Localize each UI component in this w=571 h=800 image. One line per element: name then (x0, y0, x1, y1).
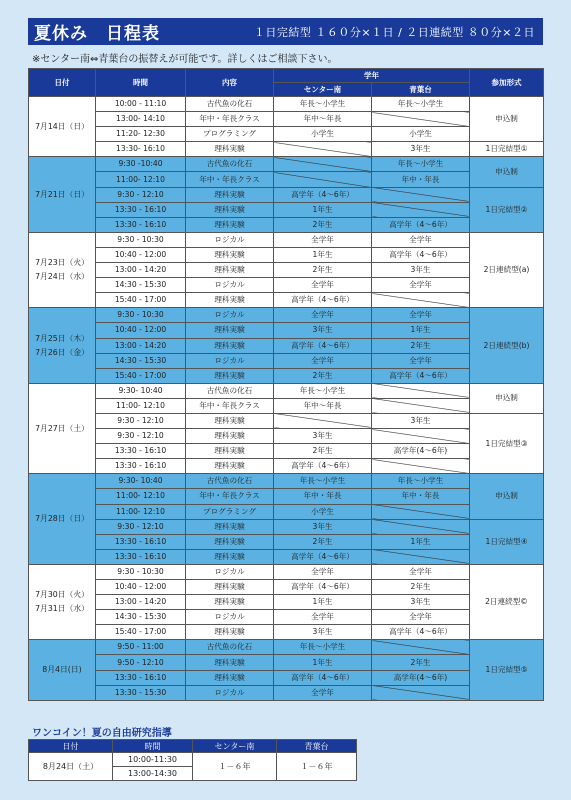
content-cell: 年中・年長クラス (186, 172, 274, 187)
center-grade-cell: 年中～年長 (274, 112, 372, 127)
aoba-grade-cell: 年長～小学生 (372, 474, 470, 489)
aoba-grade-cell: 3年生 (372, 263, 470, 278)
one-coin-header-center: センター南 (193, 740, 277, 753)
content-cell: 理科実験 (186, 549, 274, 564)
format-cell: 1日完結型② (470, 187, 544, 232)
time-cell: 10:40 - 12:00 (96, 323, 186, 338)
header-aoba: 青葉台 (372, 83, 470, 97)
time-cell: 13:00 - 14:20 (96, 263, 186, 278)
center-grade-cell: 全学年 (274, 353, 372, 368)
format-cell: 2日連続型(b) (470, 308, 544, 383)
time-cell: 9:30 - 12:10 (96, 429, 186, 444)
aoba-grade-cell (372, 519, 470, 534)
content-cell: 古代魚の化石 (186, 157, 274, 172)
aoba-grade-cell: 年中・年長 (372, 172, 470, 187)
time-cell: 13:30- 16:10 (96, 142, 186, 157)
table-row (29, 97, 544, 112)
aoba-grade-cell (372, 429, 470, 444)
content-cell: 理科実験 (186, 142, 274, 157)
time-cell: 13:00- 14:10 (96, 112, 186, 127)
center-grade-cell: 全学年 (274, 564, 372, 579)
content-cell: 理科実験 (186, 338, 274, 353)
date-cell: 8月4日(日) (29, 640, 96, 700)
center-grade-cell: 2年生 (274, 534, 372, 549)
table-row (29, 549, 544, 564)
schedule-day-group (29, 474, 544, 565)
aoba-grade-cell: 3年生 (372, 142, 470, 157)
one-coin-header-aoba: 青葉台 (277, 740, 357, 753)
date-cell: 7月23日（火） 7月24日（水） (29, 232, 96, 307)
aoba-grade-cell (372, 685, 470, 700)
format-cell: 申込制 (470, 383, 544, 413)
center-grade-cell: 1年生 (274, 202, 372, 217)
aoba-grade-cell: 3年生 (372, 595, 470, 610)
time-cell: 14:30 - 15:30 (96, 610, 186, 625)
date-cell: 7月21日（日） (29, 157, 96, 232)
center-grade-cell: 年長～小学生 (274, 474, 372, 489)
table-row (29, 429, 544, 444)
aoba-grade-cell (372, 504, 470, 519)
time-cell: 14:30 - 15:30 (96, 353, 186, 368)
one-coin-time: 13:00-14:30 (113, 767, 193, 781)
table-row (29, 157, 544, 172)
time-cell: 10:40 - 12:00 (96, 580, 186, 595)
table-row (29, 489, 544, 504)
format-cell: 1日完結型⑤ (470, 640, 544, 700)
one-coin-table (28, 739, 357, 781)
time-cell: 11:00- 12:10 (96, 489, 186, 504)
content-cell: ロジカル (186, 685, 274, 700)
content-cell: 年中・年長クラス (186, 398, 274, 413)
format-cell: 1日完結型③ (470, 413, 544, 473)
time-cell: 10:00 - 11:10 (96, 97, 186, 112)
table-row (29, 398, 544, 413)
one-coin-time: 10:00-11:30 (113, 753, 193, 767)
table-row (29, 413, 544, 428)
time-cell: 9:30- 10:40 (96, 474, 186, 489)
time-cell: 9:30 - 10:30 (96, 232, 186, 247)
content-cell: 理科実験 (186, 217, 274, 232)
schedule-day-group (29, 157, 544, 232)
time-cell: 9:50 - 12:10 (96, 655, 186, 670)
content-cell: 理科実験 (186, 413, 274, 428)
header-content: 内容 (186, 69, 274, 97)
aoba-grade-cell: 2年生 (372, 338, 470, 353)
content-cell: ロジカル (186, 278, 274, 293)
date-cell: 7月28日（日） (29, 474, 96, 565)
aoba-grade-cell: 全学年 (372, 232, 470, 247)
time-cell: 13:30 - 16:10 (96, 534, 186, 549)
table-row (29, 640, 544, 655)
header-date: 日付 (29, 69, 96, 97)
time-cell: 13:30 - 16:10 (96, 549, 186, 564)
aoba-grade-cell: 全学年 (372, 564, 470, 579)
aoba-grade-cell: 全学年 (372, 353, 470, 368)
format-cell: 1日完結型④ (470, 519, 544, 564)
content-cell: ロジカル (186, 232, 274, 247)
schedule-header (29, 69, 544, 97)
content-cell: 年中・年長クラス (186, 489, 274, 504)
center-grade-cell: 3年生 (274, 519, 372, 534)
time-cell: 9:30 -10:40 (96, 157, 186, 172)
aoba-grade-cell (372, 293, 470, 308)
center-grade-cell: 小学生 (274, 127, 372, 142)
aoba-grade-cell (372, 398, 470, 413)
aoba-grade-cell: 年中・年長 (372, 489, 470, 504)
aoba-grade-cell: 高学年（4～6年） (372, 625, 470, 640)
time-cell: 15:40 - 17:00 (96, 368, 186, 383)
table-row (29, 504, 544, 519)
aoba-grade-cell (372, 383, 470, 398)
format-cell: 2日連続型© (470, 564, 544, 639)
content-cell: ロジカル (186, 353, 274, 368)
aoba-grade-cell: 高学年(4～6年) (372, 444, 470, 459)
center-grade-cell: 高学年（4～6年） (274, 293, 372, 308)
one-coin-center: １－６年 (193, 753, 277, 781)
header-format: 参加形式 (470, 69, 544, 97)
content-cell: 理科実験 (186, 625, 274, 640)
content-cell: 理科実験 (186, 187, 274, 202)
aoba-grade-cell: 年長～小学生 (372, 157, 470, 172)
center-grade-cell: 全学年 (274, 610, 372, 625)
content-cell: 理科実験 (186, 368, 274, 383)
content-cell: 理科実験 (186, 459, 274, 474)
header-time: 時間 (96, 69, 186, 97)
table-row (29, 202, 544, 217)
time-cell: 9:30 - 12:10 (96, 187, 186, 202)
content-cell: 理科実験 (186, 202, 274, 217)
schedule-day-group (29, 383, 544, 474)
aoba-grade-cell: 1年生 (372, 534, 470, 549)
aoba-grade-cell: 2年生 (372, 655, 470, 670)
center-grade-cell: 2年生 (274, 444, 372, 459)
content-cell: 古代魚の化石 (186, 640, 274, 655)
time-cell: 14:30 - 15:30 (96, 278, 186, 293)
table-row (29, 580, 544, 595)
center-grade-cell: 1年生 (274, 595, 372, 610)
schedule-day-group (29, 232, 544, 307)
time-cell: 11:00- 12:10 (96, 504, 186, 519)
table-row (29, 595, 544, 610)
one-coin-aoba: １－６年 (277, 753, 357, 781)
center-grade-cell: 2年生 (274, 263, 372, 278)
format-cell: 1日完結型① (470, 142, 544, 157)
center-grade-cell: 2年生 (274, 368, 372, 383)
table-row (29, 474, 544, 489)
aoba-grade-cell: 1年生 (372, 323, 470, 338)
table-row (29, 444, 544, 459)
table-row (29, 217, 544, 232)
aoba-grade-cell: 高学年（4～6年） (372, 247, 470, 262)
time-cell: 13:30 - 16:10 (96, 217, 186, 232)
time-cell: 13:30 - 16:10 (96, 444, 186, 459)
center-grade-cell (274, 157, 372, 172)
format-cell: 申込制 (470, 474, 544, 519)
center-grade-cell: 3年生 (274, 429, 372, 444)
format-cell: 申込制 (470, 97, 544, 142)
center-grade-cell: 1年生 (274, 247, 372, 262)
center-grade-cell: 高学年（4～6年） (274, 459, 372, 474)
aoba-grade-cell: 高学年（4～6年） (372, 368, 470, 383)
aoba-grade-cell: 2年生 (372, 580, 470, 595)
table-row (29, 610, 544, 625)
content-cell: 理科実験 (186, 595, 274, 610)
aoba-grade-cell: 年長～小学生 (372, 97, 470, 112)
table-row (29, 353, 544, 368)
time-cell: 13:30 - 16:10 (96, 670, 186, 685)
schedule-table (28, 68, 544, 701)
table-row (29, 263, 544, 278)
content-cell: 古代魚の化石 (186, 474, 274, 489)
aoba-grade-cell: 高学年(4～6年) (372, 670, 470, 685)
center-grade-cell: 2年生 (274, 217, 372, 232)
header-center: センター南 (274, 83, 372, 97)
center-grade-cell: 高学年（4～6年） (274, 670, 372, 685)
center-grade-cell: 1年生 (274, 655, 372, 670)
one-coin-header-date: 日付 (29, 740, 113, 753)
center-grade-cell: 年中・年長 (274, 489, 372, 504)
center-grade-cell (274, 142, 372, 157)
table-row (29, 308, 544, 323)
table-row (29, 142, 544, 157)
table-row (29, 278, 544, 293)
center-grade-cell: 年長～小学生 (274, 383, 372, 398)
time-cell: 9:30- 10:40 (96, 383, 186, 398)
aoba-grade-cell: 全学年 (372, 278, 470, 293)
time-cell: 9:50 - 11:00 (96, 640, 186, 655)
content-cell: 理科実験 (186, 670, 274, 685)
time-cell: 13:00 - 14:20 (96, 595, 186, 610)
center-grade-cell: 全学年 (274, 232, 372, 247)
content-cell: 理科実験 (186, 519, 274, 534)
table-row (29, 127, 544, 142)
table-row (29, 293, 544, 308)
aoba-grade-cell: 全学年 (372, 308, 470, 323)
time-cell: 15:40 - 17:00 (96, 293, 186, 308)
content-cell: 古代魚の化石 (186, 383, 274, 398)
format-cell: 2日連続型(a) (470, 232, 544, 307)
content-cell: 理科実験 (186, 263, 274, 278)
center-grade-cell: 高学年（4～6年） (274, 338, 372, 353)
center-grade-cell: 年中～年長 (274, 398, 372, 413)
aoba-grade-cell: 高学年（4～6年） (372, 217, 470, 232)
date-cell: 7月27日（土） (29, 383, 96, 474)
center-grade-cell: 年長～小学生 (274, 97, 372, 112)
center-grade-cell: 3年生 (274, 323, 372, 338)
table-row (29, 112, 544, 127)
center-grade-cell: 高学年（4～6年） (274, 549, 372, 564)
one-coin-title: ワンコイン！夏の自由研究指導 (32, 728, 172, 739)
time-cell: 13:30 - 15:30 (96, 685, 186, 700)
schedule-day-group (29, 308, 544, 383)
time-cell: 9:30 - 10:30 (96, 308, 186, 323)
table-row (29, 534, 544, 549)
aoba-grade-cell: 全学年 (372, 610, 470, 625)
table-row (29, 685, 544, 700)
schedule-day-group (29, 564, 544, 639)
center-grade-cell: 全学年 (274, 685, 372, 700)
content-cell: ロジカル (186, 610, 274, 625)
content-cell: プログラミング (186, 127, 274, 142)
center-grade-cell: 高学年（4～6年） (274, 580, 372, 595)
table-row (29, 519, 544, 534)
time-cell: 13:30 - 16:10 (96, 202, 186, 217)
time-cell: 9:30 - 12:10 (96, 519, 186, 534)
one-coin-date: 8月24日（土） (29, 753, 113, 781)
time-cell: 10:40 - 12:00 (96, 247, 186, 262)
aoba-grade-cell (372, 202, 470, 217)
time-cell: 13:30 - 16:10 (96, 459, 186, 474)
date-cell: 7月25日（木） 7月26日（金） (29, 308, 96, 383)
content-cell: 古代魚の化石 (186, 97, 274, 112)
content-cell: 理科実験 (186, 655, 274, 670)
table-row (29, 323, 544, 338)
page-title: 夏休み 日程表 (34, 24, 160, 44)
aoba-grade-cell (372, 459, 470, 474)
center-grade-cell: 高学年（4～6年） (274, 187, 372, 202)
center-grade-cell (274, 172, 372, 187)
transfer-note: ※センター南⇔青葉台の振替えが可能です。詳しくはご相談下さい。 (32, 54, 338, 65)
center-grade-cell (274, 413, 372, 428)
time-cell: 11:20- 12:30 (96, 127, 186, 142)
center-grade-cell: 小学生 (274, 504, 372, 519)
time-cell: 9:30 - 10:30 (96, 564, 186, 579)
table-row (29, 459, 544, 474)
content-cell: ロジカル (186, 564, 274, 579)
format-cell: 申込制 (470, 157, 544, 187)
schedule-day-group (29, 97, 544, 157)
table-row (29, 247, 544, 262)
aoba-grade-cell (372, 187, 470, 202)
table-row (29, 187, 544, 202)
time-cell: 15:40 - 17:00 (96, 625, 186, 640)
time-cell: 11:00- 12:10 (96, 172, 186, 187)
content-cell: プログラミング (186, 504, 274, 519)
content-cell: 理科実験 (186, 323, 274, 338)
content-cell: 理科実験 (186, 293, 274, 308)
content-cell: 理科実験 (186, 580, 274, 595)
table-row (29, 564, 544, 579)
aoba-grade-cell (372, 549, 470, 564)
table-row (29, 383, 544, 398)
date-cell: 7月30日（火） 7月31日（水） (29, 564, 96, 639)
table-row (29, 655, 544, 670)
schedule-day-group (29, 640, 544, 700)
page-subtitle: １日完結型 １６０分×１日 / ２日連続型 ８０分×２日 (253, 25, 535, 39)
center-grade-cell: 3年生 (274, 625, 372, 640)
content-cell: ロジカル (186, 308, 274, 323)
table-row (29, 172, 544, 187)
content-cell: 理科実験 (186, 429, 274, 444)
table-row (29, 338, 544, 353)
content-cell: 理科実験 (186, 444, 274, 459)
table-row (29, 670, 544, 685)
content-cell: 理科実験 (186, 534, 274, 549)
one-coin-header-time: 時間 (113, 740, 193, 753)
center-grade-cell: 全学年 (274, 278, 372, 293)
time-cell: 11:00- 12:10 (96, 398, 186, 413)
time-cell: 9:30 - 12:10 (96, 413, 186, 428)
aoba-grade-cell (372, 112, 470, 127)
aoba-grade-cell (372, 640, 470, 655)
date-cell: 7月14日（日） (29, 97, 96, 157)
content-cell: 理科実験 (186, 247, 274, 262)
time-cell: 13:00 - 14:20 (96, 338, 186, 353)
aoba-grade-cell: 小学生 (372, 127, 470, 142)
header-grade: 学年 (274, 69, 470, 83)
table-row (29, 232, 544, 247)
center-grade-cell: 年長～小学生 (274, 640, 372, 655)
page-header (28, 18, 543, 45)
center-grade-cell: 全学年 (274, 308, 372, 323)
table-row (29, 368, 544, 383)
aoba-grade-cell: 3年生 (372, 413, 470, 428)
content-cell: 年中・年長クラス (186, 112, 274, 127)
table-row (29, 625, 544, 640)
